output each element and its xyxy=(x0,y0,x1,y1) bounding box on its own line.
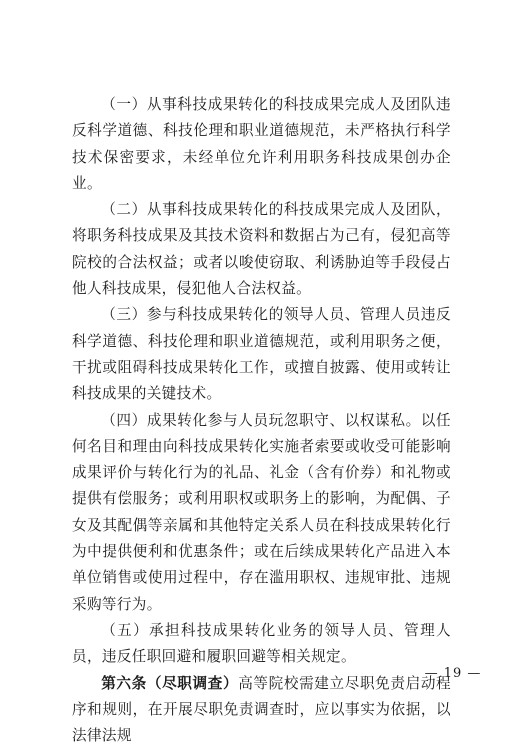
page-number: — 19 — xyxy=(424,666,482,681)
paragraph-item-4: （四）成果转化参与人员玩忽职守、以权谋私。以任何名目和理由向科技成果转化实施者索要或收受可能影响成果评价与转化行为的礼品、礼金（含有价券）和礼物或提供有偿服务；或利用职权或职务上的影响，为配偶、子女及其配偶等亲属和其他特定关系人员在科技成果转化行为中提供便利和优惠条件；或在后续成果转化产品进入本单位销售或使用过程中，存在滥用职权、违规审批、违规采购等行为。 xyxy=(72,411,451,613)
article-6-heading: 第六条（尽职调查） xyxy=(101,674,239,692)
paragraph-item-5: （五）承担科技成果转化业务的领导人员、管理人员，违反任职回避和履职回避等相关规定。 xyxy=(72,621,451,666)
document-body xyxy=(72,92,451,749)
paragraph-item-3: （三）参与科技成果转化的领导人员、管理人员违反科学道德、科技伦理和职业道德规范，或利用职务之便，干扰或阻碍科技成果转化工作，或擅自披露、使用或转让科技成果的关键技术。 xyxy=(72,306,451,403)
article-6-paragraph xyxy=(72,671,451,749)
paragraph-item-1: （一）从事科技成果转化的科技成果完成人及团队违反科学道德、科技伦理和职业道德规范，未严格执行科学技术保密要求，未经单位允许利用职务科技成果创办企业。 xyxy=(72,96,451,192)
paragraph-item-2: （二）从事科技成果转化的科技成果完成人及团队，将职务科技成果及其技术资料和数据占为己有，侵犯高等院校的合法权益；或者以唆使窃取、利诱胁迫等手段侵占他人科技成果，侵犯他人合法权益。 xyxy=(72,201,451,298)
article-6-body: 高等院校需建立尽职免责启动程序和规则，在开展尽职免责调查时，应以事实为依据，以法律法规 xyxy=(72,674,452,745)
